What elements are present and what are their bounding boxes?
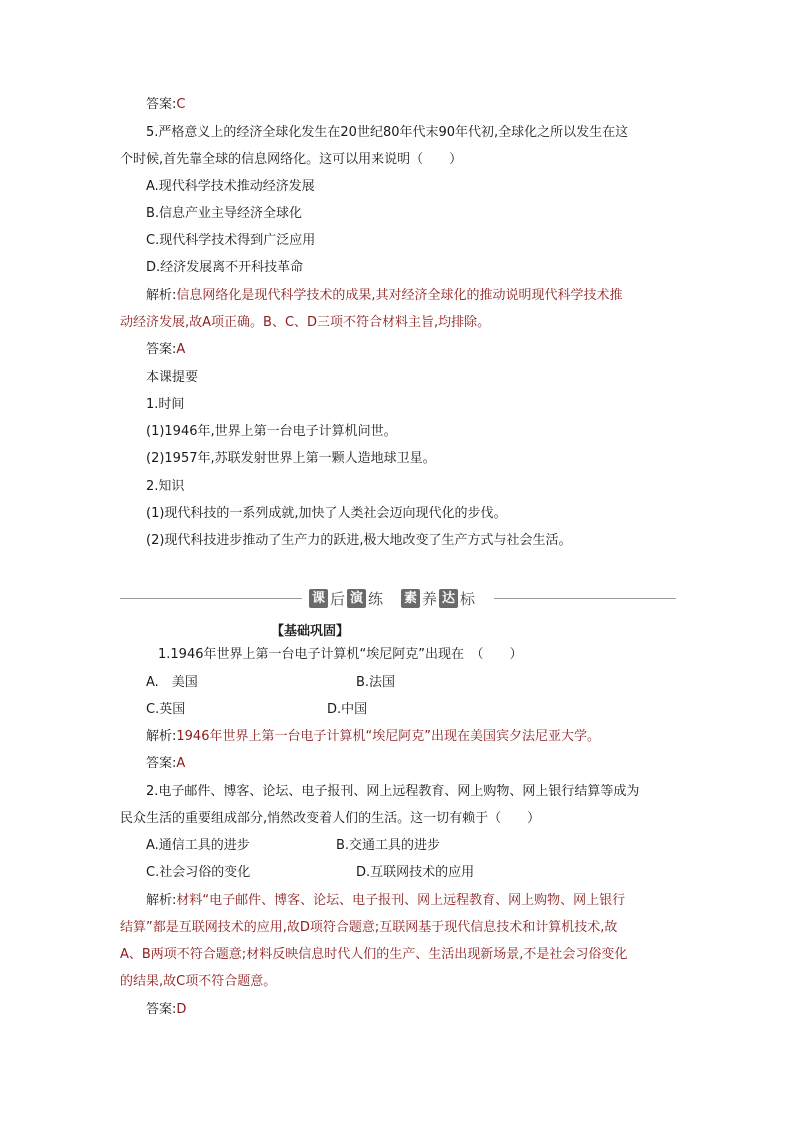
banner-char: 标 xyxy=(460,589,476,608)
banner-char: 演 xyxy=(347,589,366,608)
answer-line xyxy=(146,96,185,114)
question-1-answer-line xyxy=(146,755,185,773)
analysis-label: 解析: xyxy=(146,288,177,303)
question-2-option-d: D.互联网技术的应用 xyxy=(356,865,475,880)
question-2-analysis-line-1 xyxy=(146,892,625,910)
question-5-analysis-line-2: 动经济发展,故A项正确。B、C、D三项不符合材料主旨,均排除。 xyxy=(120,315,491,330)
question-2-option-a: A.通信工具的进步 xyxy=(146,838,250,853)
analysis-text: 信息网络化是现代科学技术的成果,其对经济全球化的推动说明现代科学技术推 xyxy=(176,288,623,303)
section-title-basic: 【基础巩固】 xyxy=(271,624,350,639)
summary-time-item-2: (2)1957年,苏联发射世界上第一颗人造地球卫星。 xyxy=(146,451,436,466)
answer-label: 答案: xyxy=(146,756,177,771)
analysis-text: 1946年世界上第一台电子计算机“埃尼阿克”出现在美国宾夕法尼亚大学。 xyxy=(176,729,600,744)
banner-char: 后 xyxy=(330,589,346,608)
banner-char: 养 xyxy=(422,589,438,608)
summary-time-item-1: (1)1946年,世界上第一台电子计算机问世。 xyxy=(146,424,397,439)
question-5-option-a: A.现代科学技术推动经济发展 xyxy=(146,179,315,194)
question-5-answer-line xyxy=(146,341,185,359)
question-2-analysis-line-2: 结算”都是互联网技术的应用,故D项符合题意;互联网基于现代信息技术和计算机技术,故 xyxy=(120,920,618,935)
question-2-option-b: B.交通工具的进步 xyxy=(336,838,441,853)
answer-value: D xyxy=(176,1002,187,1017)
question-5-analysis-line-1 xyxy=(146,287,623,305)
question-2-analysis-line-4: 的结果,故C项不符合题意。 xyxy=(120,974,277,989)
answer-label: 答案: xyxy=(146,97,177,112)
question-2-option-c: C.社会习俗的变化 xyxy=(146,865,251,880)
question-2-analysis-line-3: A、B两项不符合题意;材料反映信息时代人们的生产、生活出现新场景,不是社会习俗变化 xyxy=(120,947,628,962)
answer-value: C xyxy=(176,97,186,112)
answer-label: 答案: xyxy=(146,1002,177,1017)
question-5-option-c: C.现代科学技术得到广泛应用 xyxy=(146,233,316,248)
banner-char: 达 xyxy=(439,589,458,608)
summary-knowledge-heading: 2.知识 xyxy=(146,479,185,494)
question-1-stem: 1.1946年世界上第一台电子计算机“埃尼阿克”出现在 （ ） xyxy=(158,647,523,662)
question-1-option-c: C.英国 xyxy=(146,702,186,717)
banner-char: 素 xyxy=(401,589,420,608)
analysis-text: 材料“电子邮件、博客、论坛、电子报刊、网上远程教育、网上购物、网上银行 xyxy=(176,893,626,908)
question-5-stem-line-2: 个时候,首先靠全球的信息网络化。这可以用来说明（ ） xyxy=(120,152,463,167)
banner-char: 练 xyxy=(368,589,384,608)
summary-knowledge-item-2: (2)现代科技进步推动了生产力的跃进,极大地改变了生产方式与社会生活。 xyxy=(146,533,572,548)
question-1-option-b: B.法国 xyxy=(356,675,396,690)
banner-char: 课 xyxy=(309,589,328,608)
question-5-stem-line-1: 5.严格意义上的经济全球化发生在20世纪80年代末90年代初,全球化之所以发生在这 xyxy=(146,125,629,140)
question-2-stem-line-2: 民众生活的重要组成部分,悄然改变着人们的生活。这一切有赖于（ ） xyxy=(120,811,541,826)
analysis-label: 解析: xyxy=(146,893,177,908)
banner-divider-left xyxy=(120,598,302,599)
question-1-analysis xyxy=(146,728,600,746)
question-2-stem-line-1: 2.电子邮件、博客、论坛、电子报刊、网上远程教育、网上购物、网上银行结算等成为 xyxy=(146,784,640,799)
summary-title: 本课提要 xyxy=(146,370,199,385)
banner-divider-right xyxy=(494,598,676,599)
summary-knowledge-item-1: (1)现代科技的一系列成就,加快了人类社会迈向现代化的步伐。 xyxy=(146,506,507,521)
question-2-answer-line xyxy=(146,1001,186,1019)
question-1-option-d: D.中国 xyxy=(327,702,368,717)
question-5-option-d: D.经济发展离不开科技革命 xyxy=(146,260,304,275)
question-5-option-b: B.信息产业主导经济全球化 xyxy=(146,206,303,221)
summary-time-heading: 1.时间 xyxy=(146,397,185,412)
answer-value: A xyxy=(176,756,186,771)
section-banner xyxy=(308,587,476,609)
answer-value: A xyxy=(176,342,186,357)
answer-label: 答案: xyxy=(146,342,177,357)
question-1-option-a: A. 美国 xyxy=(146,675,198,690)
analysis-label: 解析: xyxy=(146,729,177,744)
